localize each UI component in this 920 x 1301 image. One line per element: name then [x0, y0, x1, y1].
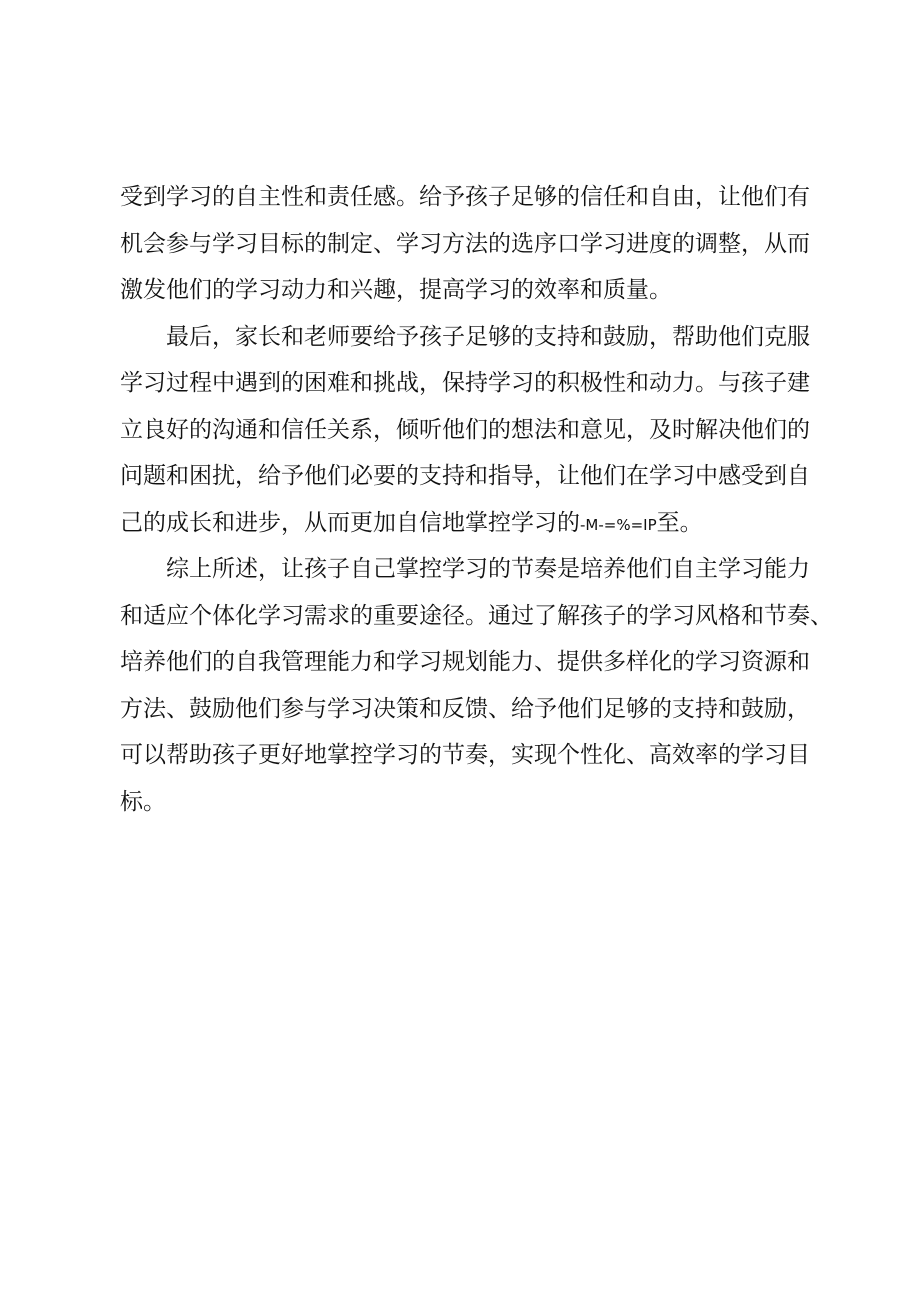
paragraph-line: 方法、鼓励他们参与学习决策和反馈、给予他们足够的支持和鼓励， [120, 695, 810, 722]
paragraph-line: 最后，家长和老师要给予孩子足够的支持和鼓励，帮助他们克服 [166, 323, 810, 350]
paragraph-line-text: 己的成长和进步，从而更加自信地掌控学习的 [120, 509, 580, 536]
paragraph-line: 机会参与学习目标的制定、学习方法的选序口学习进度的调整，从而 [120, 230, 810, 257]
paragraph-line: 激发他们的学习动力和兴趣，提高学习的效率和质量。 [120, 277, 672, 303]
paragraph-line: 培养他们的自我管理能力和学习规划能力、提供多样化的学习资源和 [120, 649, 810, 675]
paragraph-2 [120, 314, 810, 547]
paragraph-1 [120, 174, 810, 314]
garbled-text-fragment: -M-=%=IP [580, 515, 657, 534]
paragraph-line: 和适应个体化学习需求的重要途径。通过了解孩子的学习风格和节奏、 [120, 602, 833, 629]
paragraph-3 [120, 546, 833, 825]
paragraph-line-end: 至。 [656, 509, 703, 536]
paragraph-line: 标。 [120, 788, 166, 815]
paragraph-line: 受到学习的自主性和责任感。给予孩子足够的信任和自由，让他们有 [120, 184, 810, 210]
paragraph-line: 综上所述，让孩子自己掌控学习的节奏是培养他们自主学习能力 [166, 556, 810, 582]
paragraph-line: 问题和困扰，给予他们必要的支持和指导，让他们在学习中感受到自 [120, 463, 810, 489]
paragraph-line: 可以帮助孩子更好地掌控学习的节奏，实现个性化、高效率的学习目 [120, 742, 810, 768]
paragraph-line: 学习过程中遇到的困难和挑战，保持学习的积极性和动力。与孩子建 [120, 370, 810, 396]
document-body [120, 174, 833, 825]
paragraph-line: 立良好的沟通和信任关系，倾听他们的想法和意见，及时解决他们的 [120, 416, 810, 443]
paragraph-last-line [120, 500, 810, 547]
